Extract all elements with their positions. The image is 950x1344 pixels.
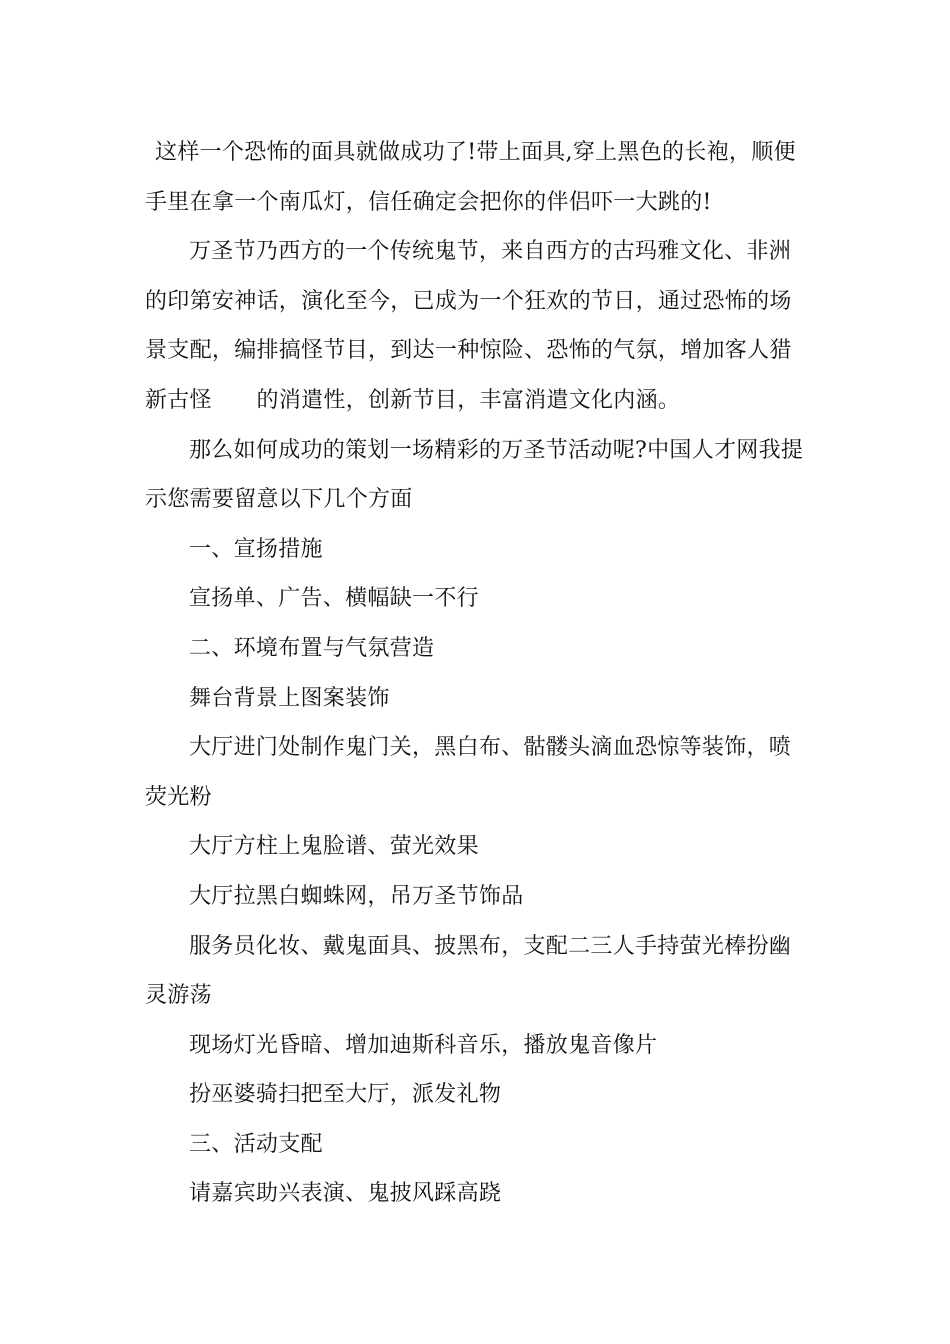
text-line: 荧光粉 (145, 784, 212, 810)
text-line: 万圣节乃西方的一个传统鬼节，来自西方的古玛雅文化、非洲 (189, 239, 792, 265)
text-line: 示您需要留意以下几个方面 (145, 487, 413, 513)
section-heading: 一、宣扬措施 (189, 536, 323, 562)
text-line: 灵游荡 (145, 983, 212, 1009)
section-heading: 三、活动支配 (189, 1131, 323, 1157)
text-line: 舞台背景上图案装饰 (189, 685, 390, 711)
text-line: 大厅拉黑白蜘蛛网，吊万圣节饰品 (189, 883, 524, 909)
text-line: 这样一个恐怖的面具就做成功了!带上面具,穿上黑色的长袍，顺便 (155, 140, 796, 165)
text-line: 那么如何成功的策划一场精彩的万圣节活动呢?中国人才网我提 (189, 437, 804, 463)
text-line: 扮巫婆骑扫把至大厅，派发礼物 (189, 1082, 502, 1108)
text-line: 大厅方柱上鬼脸谱、萤光效果 (189, 834, 479, 860)
text-line: 大厅进门处制作鬼门关，黑白布、骷髅头滴血恐惊等装饰，喷 (189, 735, 792, 761)
text-line: 服务员化妆、戴鬼面具、披黑布，支配二三人手持萤光棒扮幽 (189, 933, 792, 959)
text-line: 手里在拿一个南瓜灯，信任确定会把你的伴侣吓一大跳的! (145, 189, 712, 215)
section-heading: 二、环境布置与气氛营造 (189, 635, 435, 661)
document-page (145, 128, 810, 1219)
text-line: 新古怪 的消遣性，创新节目，丰富消遣文化内涵。 (145, 387, 681, 413)
text-line: 的印第安神话，演化至今，已成为一个狂欢的节日，通过恐怖的场 (145, 288, 792, 314)
text-line: 现场灯光昏暗、增加迪斯科音乐，播放鬼音像片 (189, 1032, 658, 1058)
text-line: 请嘉宾助兴表演、鬼披风踩高跷 (189, 1181, 502, 1207)
text-line: 景支配，编排搞怪节目，到达一种惊险、恐怖的气氛，增加客人猎 (145, 338, 792, 364)
text-line: 宣扬单、广告、横幅缺一不行 (189, 586, 479, 612)
